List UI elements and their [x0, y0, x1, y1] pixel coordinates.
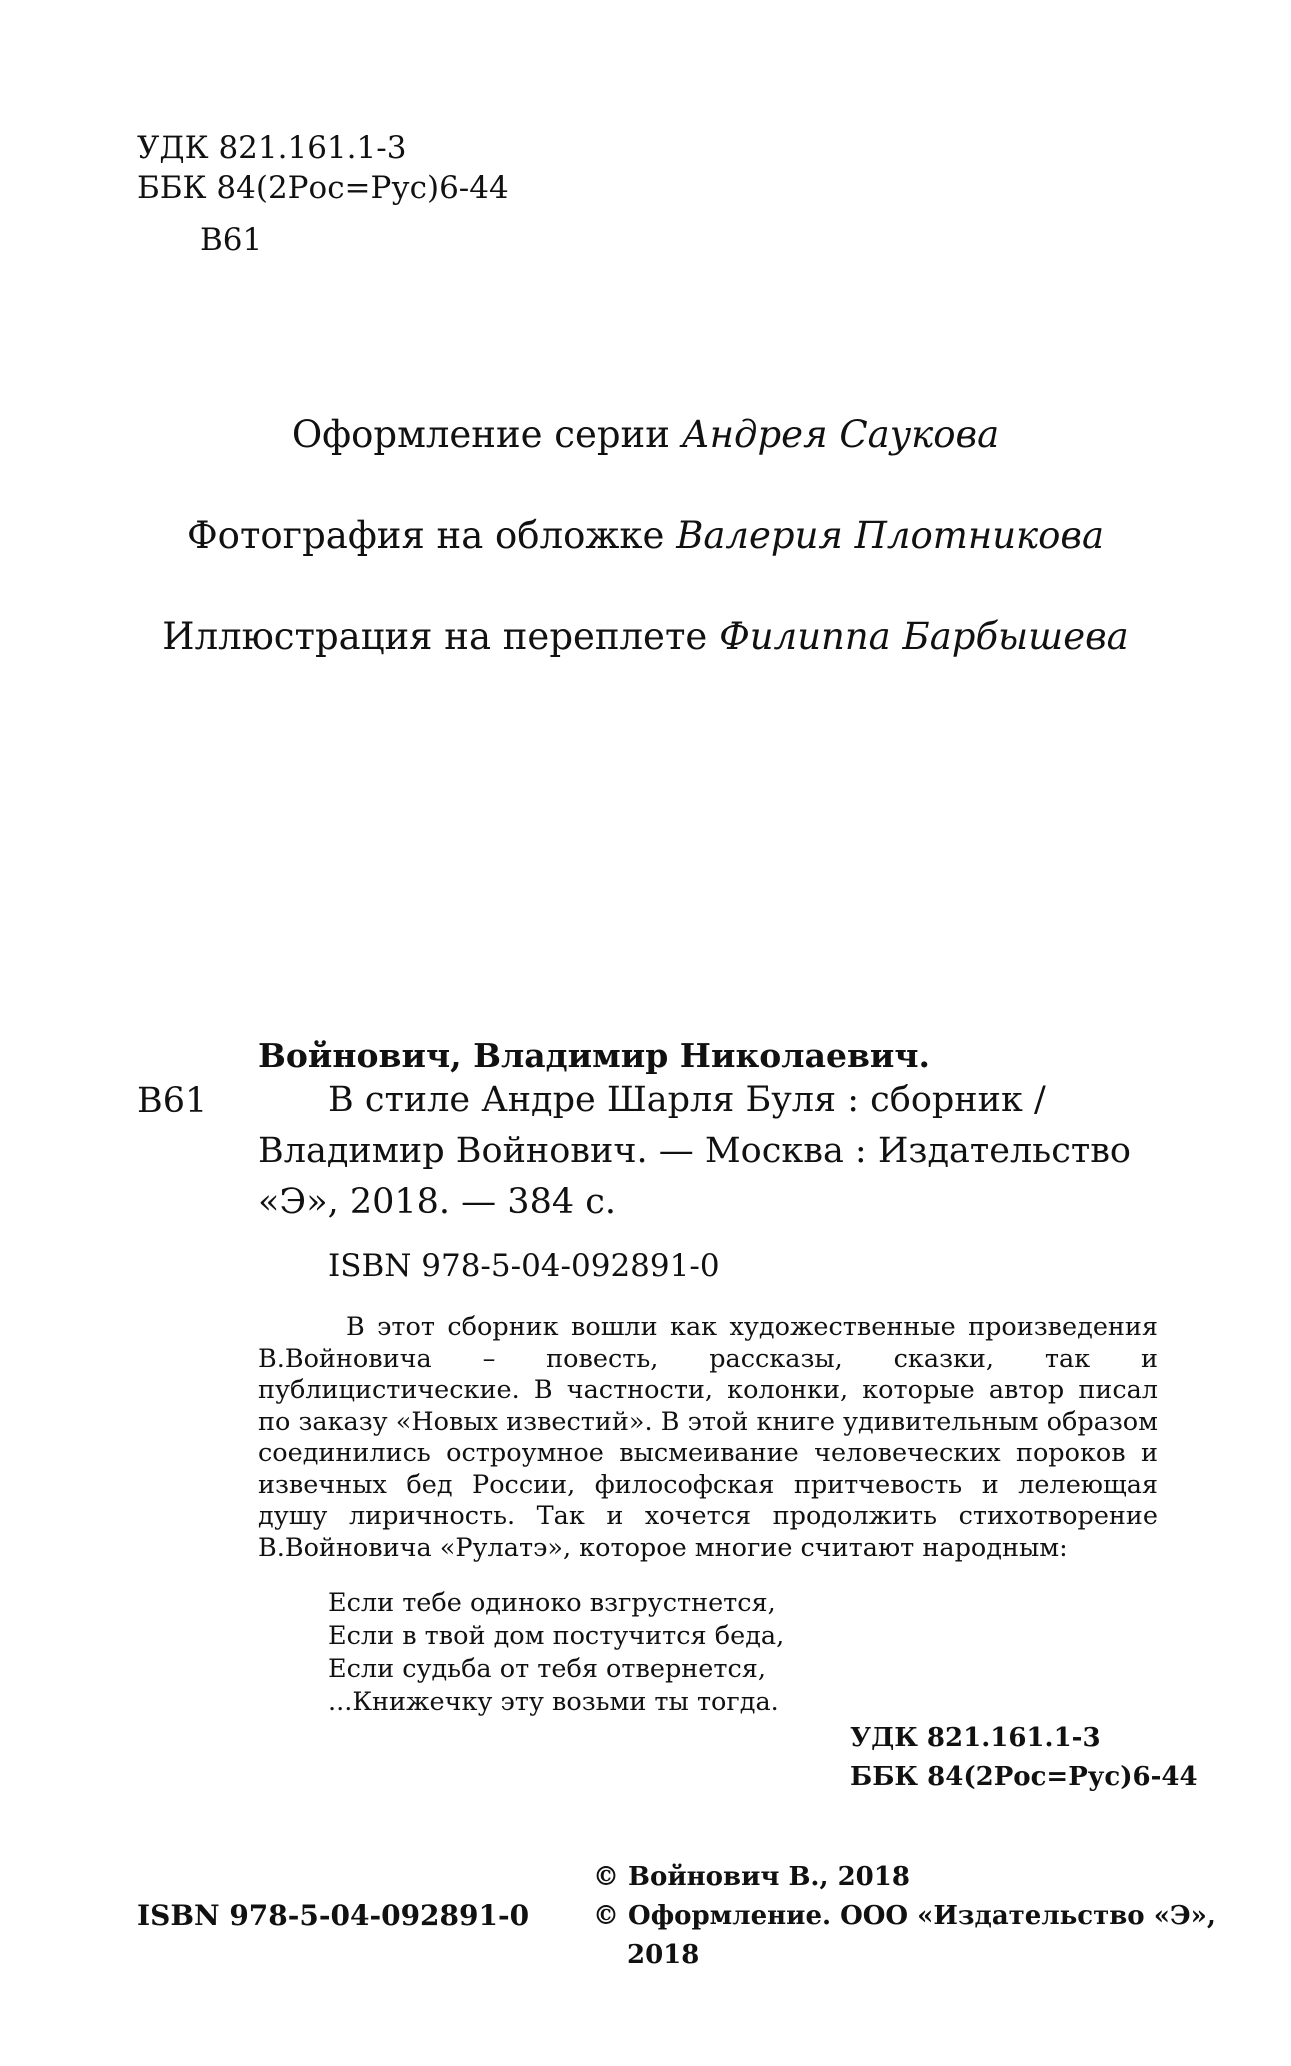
credit-cover-photo-name: Валерия Плотникова	[676, 514, 1105, 557]
credit-series	[0, 413, 1291, 456]
annotation-text: В этот сборник вошли как художественные произведения В.Войновича – повесть, рассказы, сказки, так и публицистические. В частности, колонки, которые автор писал по заказу «Новых известий». В этой книге удивительным образом соединились остроумное высмеивание человеческих пороков и извечных бед России, философская притчевость и лелеющая душу лиричность. Так и хочется продолжить стихотворение В.Войновича «Рулатэ», которое многие считают народным:	[258, 1312, 1158, 1563]
bottom-classification	[850, 1719, 1198, 1797]
card-description	[258, 1075, 1158, 1228]
udk-top: УДК 821.161.1-3	[137, 130, 407, 166]
annotation	[258, 1312, 1158, 1564]
verse-line: Если тебе одиноко взгрустнется,	[328, 1588, 776, 1618]
credit-binding-illustration-name: Филиппа Барбышева	[719, 615, 1129, 658]
credit-cover-photo-label: Фотография на обложке	[186, 514, 665, 557]
card-code: В61	[137, 1081, 208, 1121]
bbk-top: ББК 84(2Рос=Рус)6-44	[137, 170, 509, 206]
copyright-block	[593, 1858, 1216, 1975]
card-description-text: В стиле Андре Шарля Буля : сборник / Владимир Войнович. — Москва : Издательство «Э», 2018. — 384 с.	[258, 1080, 1131, 1222]
bottom-isbn: ISBN 978-5-04-092891-0	[137, 1899, 530, 1932]
verse-line: Если в твой дом постучится беда,	[328, 1621, 785, 1651]
copyright-design-year: 2018	[627, 1940, 700, 1970]
credit-cover-photo	[0, 514, 1291, 557]
card-isbn: ISBN 978-5-04-092891-0	[328, 1248, 720, 1284]
copyright-author: © Войнович В., 2018	[593, 1862, 910, 1892]
verse-line: Если судьба от тебя отвернется,	[328, 1654, 766, 1684]
top-classification	[137, 128, 509, 208]
verse-line: ...Книжечку эту возьми ты тогда.	[328, 1687, 779, 1717]
credit-binding-illustration	[0, 615, 1291, 658]
credit-series-label: Оформление серии	[291, 413, 670, 456]
copyright-design: © Оформление. ООО «Издательство «Э»,	[593, 1901, 1216, 1931]
author-code-top: В61	[200, 222, 263, 258]
card-author-heading: Войнович, Владимир Николаевич.	[258, 1036, 930, 1075]
credit-binding-illustration-label: Иллюстрация на переплете	[162, 615, 708, 658]
udk-bottom: УДК 821.161.1-3	[850, 1723, 1101, 1753]
credit-series-name: Андрея Саукова	[681, 413, 1000, 456]
bbk-bottom: ББК 84(2Рос=Рус)6-44	[850, 1762, 1198, 1792]
verse	[328, 1587, 784, 1719]
